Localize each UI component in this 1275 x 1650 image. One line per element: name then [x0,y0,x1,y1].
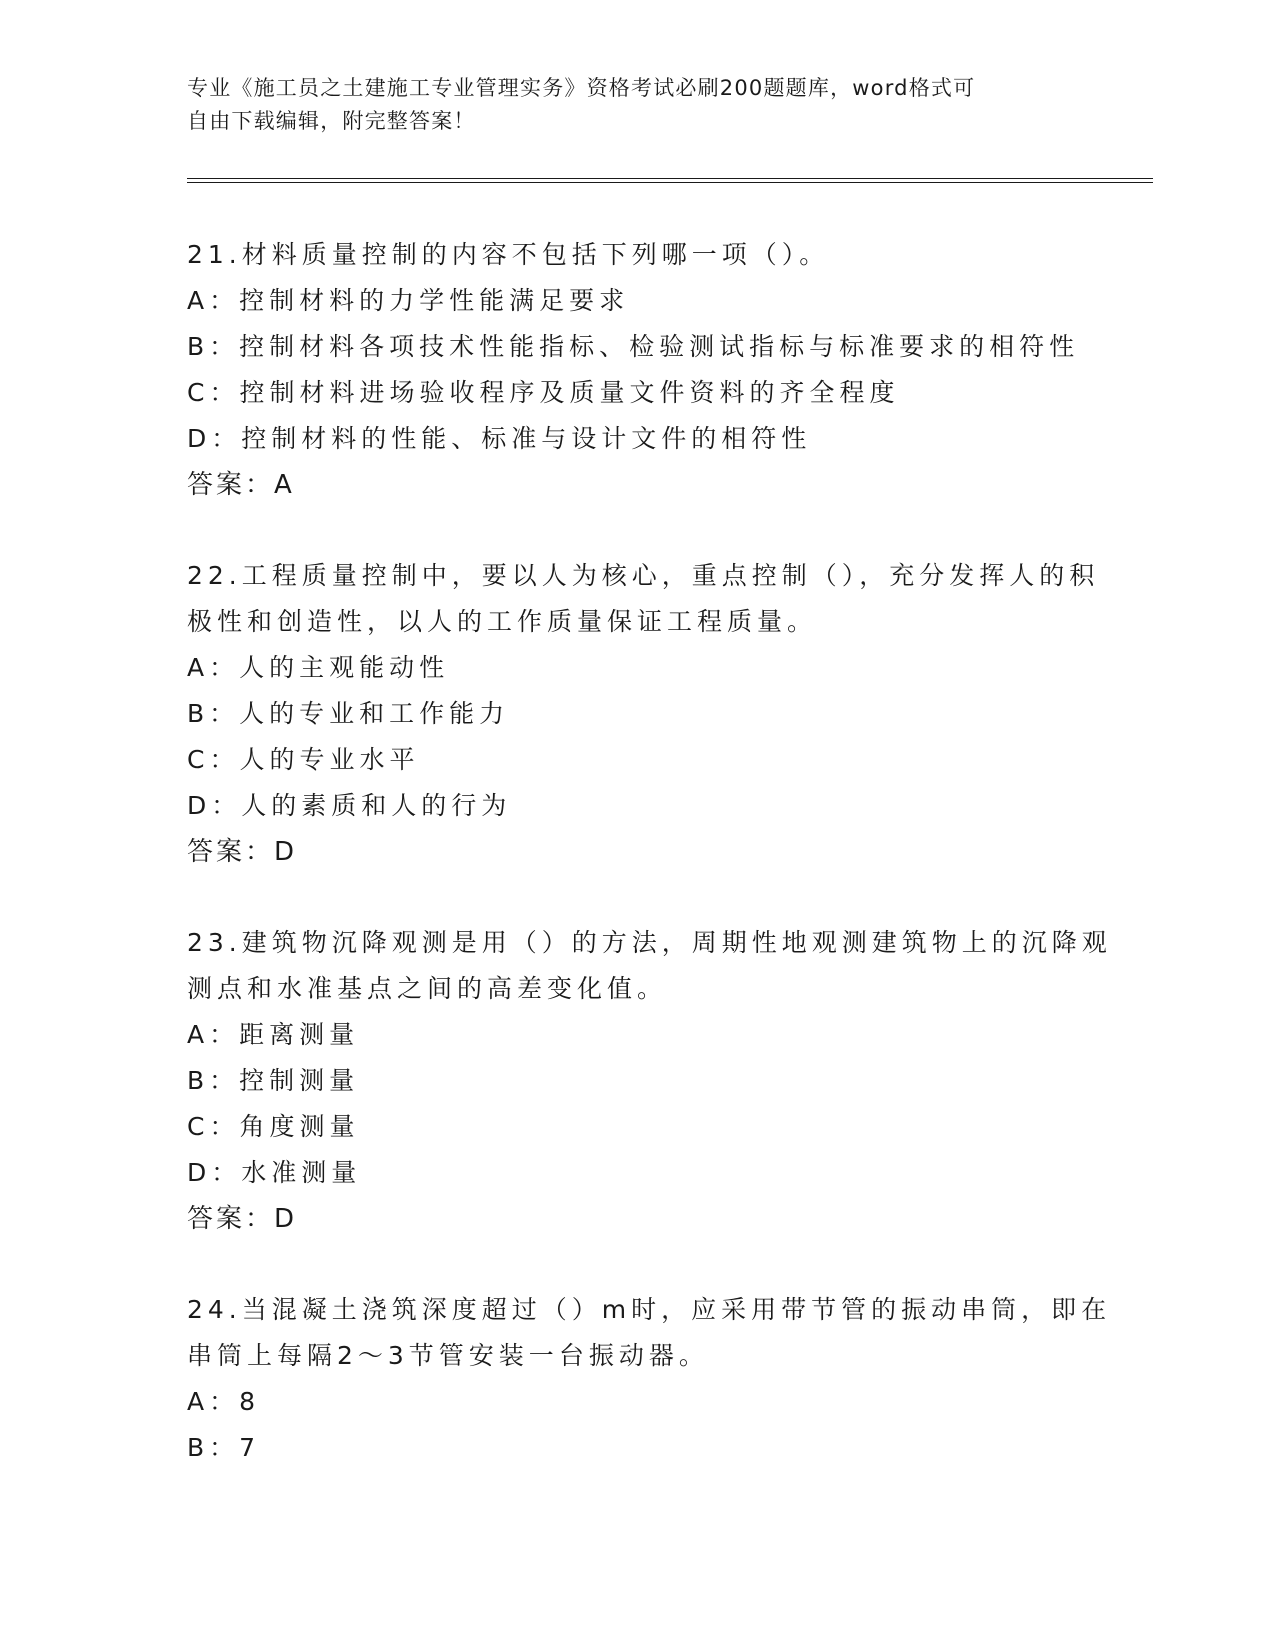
document-header [187,72,1067,138]
question-stem: 23.建筑物沉降观测是用（）的方法，周期性地观测建筑物上的沉降观 [187,928,1112,957]
option-a: A：8 [187,1387,261,1416]
question-stem-cont: 串筒上每隔2～3节管安装一台振动器。 [187,1341,709,1370]
question-21 [187,232,1080,508]
option-a: A：距离测量 [187,1020,360,1049]
option-c: C：角度测量 [187,1112,360,1141]
question-24 [187,1287,1112,1471]
option-b: B：控制材料各项技术性能指标、检验测试指标与标准要求的相符性 [187,332,1080,361]
option-c: C：人的专业水平 [187,745,420,774]
question-stem-cont: 极性和创造性，以人的工作质量保证工程质量。 [187,607,818,636]
option-a: A：人的主观能动性 [187,653,450,682]
question-stem: 21.材料质量控制的内容不包括下列哪一项（）。 [187,240,830,269]
option-b: B：人的专业和工作能力 [187,699,510,728]
option-d: D：人的素质和人的行为 [187,791,512,820]
question-stem-cont: 测点和水准基点之间的高差变化值。 [187,974,668,1003]
option-b: B：控制测量 [187,1066,360,1095]
header-intro-line-1: 专业《施工员之土建施工专业管理实务》资格考试必刷200题题库，word格式可 [187,76,976,100]
option-a: A：控制材料的力学性能满足要求 [187,286,630,315]
header-divider-bottom [187,182,1153,183]
question-22 [187,553,1100,875]
question-stem: 22.工程质量控制中，要以人为核心，重点控制（），充分发挥人的积 [187,561,1100,590]
question-stem: 24.当混凝土浇筑深度超过（）m时，应采用带节管的振动串筒，即在 [187,1295,1112,1324]
header-divider-top [187,178,1153,179]
option-d: D：控制材料的性能、标准与设计文件的相符性 [187,424,812,453]
question-list [187,232,1112,1516]
answer-line: 答案：A [187,470,295,500]
question-23 [187,920,1112,1242]
header-intro-line-2: 自由下载编辑，附完整答案！ [187,109,476,133]
option-c: C：控制材料进场验收程序及质量文件资料的齐全程度 [187,378,900,407]
option-d: D：水准测量 [187,1158,362,1187]
answer-line: 答案：D [187,1204,298,1234]
answer-line: 答案：D [187,837,298,867]
option-b: B：7 [187,1433,261,1462]
